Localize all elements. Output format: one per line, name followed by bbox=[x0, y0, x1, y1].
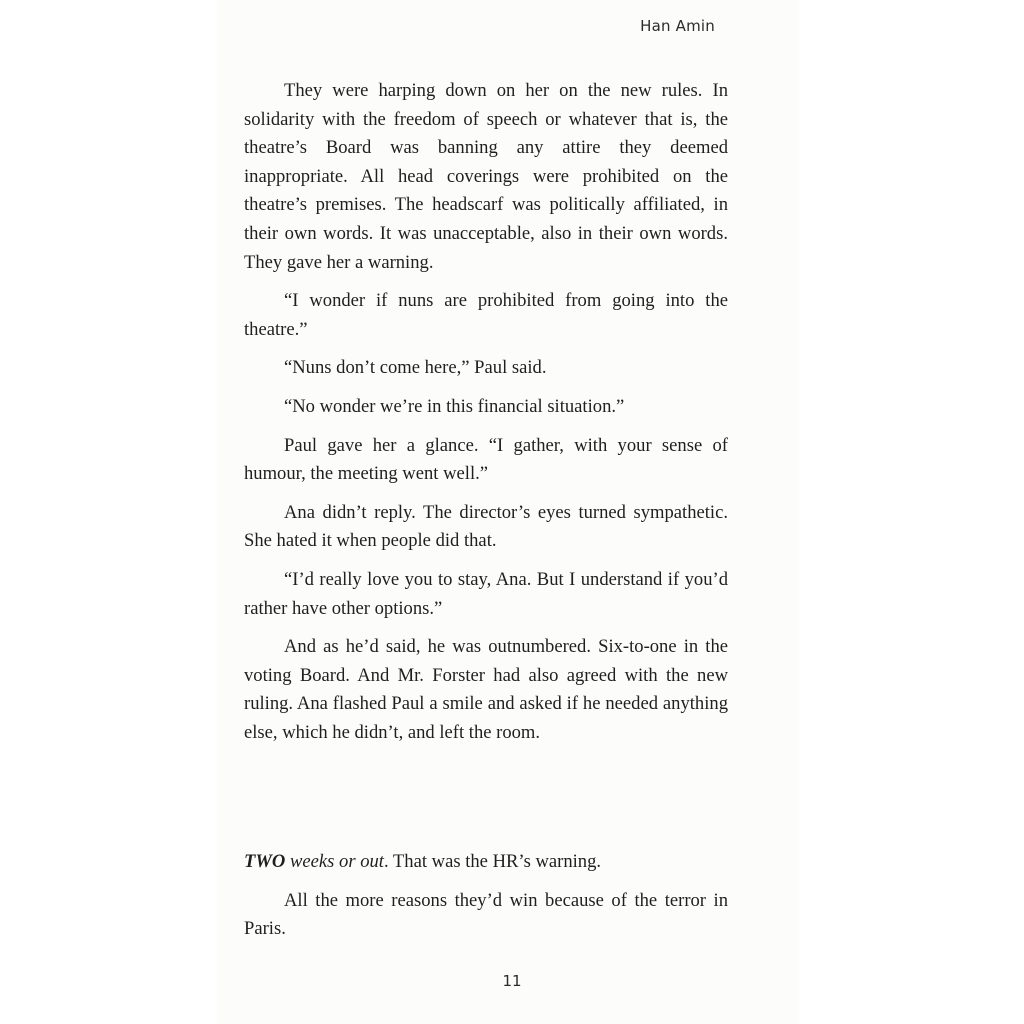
section-opening-paragraph bbox=[244, 848, 728, 877]
section-break-text-block bbox=[244, 848, 728, 944]
chapter-text-block bbox=[244, 77, 728, 747]
running-header-author: Han Amin bbox=[640, 17, 715, 35]
paragraph: “I wonder if nuns are prohibited from going into the theatre.” bbox=[244, 290, 728, 340]
paragraph: Ana didn’t reply. The director’s eyes turned sympathetic. She hated it when people did that. bbox=[244, 501, 728, 552]
paragraph: And as he’d said, he was outnumbered. Six-to-one in the voting Board. And Mr. Forster had also agreed with the new ruling. Ana flashed Paul a smile and asked if he needed anything else, which he didn’t, and left the room. bbox=[244, 636, 728, 743]
section-lead-word: TWO bbox=[244, 851, 286, 872]
section-lead-rest: . That was the HR’s warning. bbox=[383, 851, 602, 872]
paragraph: “Nuns don’t come here,” Paul said. bbox=[284, 357, 547, 379]
paragraph: “I’d really love you to stay, Ana. But I understand if you’d rather have other options.” bbox=[244, 568, 728, 619]
paragraph: “No wonder we’re in this financial situation.” bbox=[284, 395, 625, 417]
section-lead-italic: weeks or out bbox=[285, 851, 384, 872]
page-number: 11 bbox=[502, 972, 522, 990]
paragraph: All the more reasons they’d win because of the terror in Paris. bbox=[244, 889, 728, 940]
paragraph: They were harping down on her on the new rules. In solidarity with the freedom of speech or whatever that is, the theatre’s Board was banning any attire they deemed inappropriate. All head coverings were prohibited on the theatre’s premises. The headscarf was politically affiliated, in their own words. It was unacceptable, also in their own words. They gave her a warning. bbox=[244, 80, 728, 273]
paragraph: Paul gave her a glance. “I gather, with your sense of humour, the meeting went well.” bbox=[244, 434, 728, 485]
